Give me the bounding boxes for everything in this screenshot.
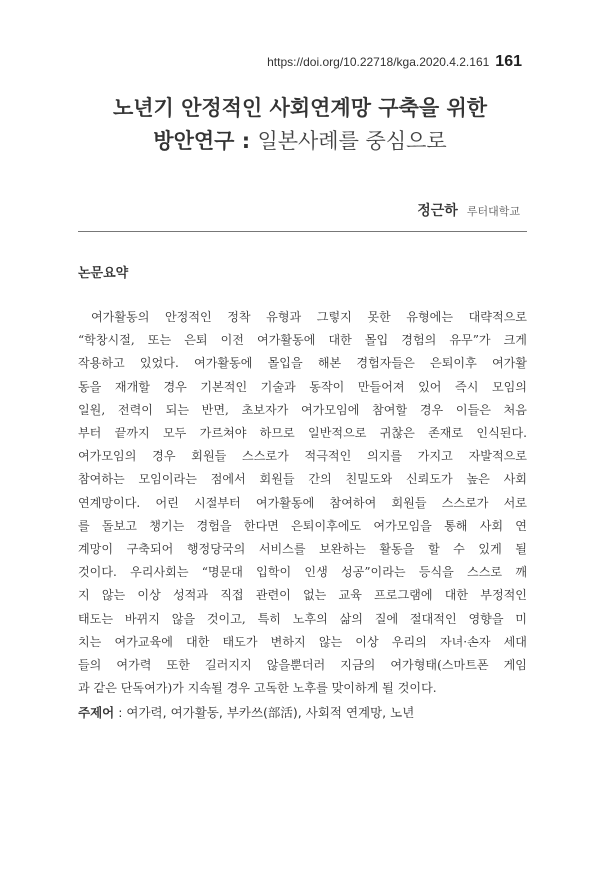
abstract-line: 여가모임의 경우 회원들 스스로가 적극적인 의지를 가지고 자발적으로 — [78, 449, 527, 464]
abstract-line: 지 않는 이상 성적과 직접 관련이 없는 교육 프로그램에 대한 부정적인 — [78, 588, 527, 603]
title-main: 방안연구 : — [153, 129, 258, 153]
abstract-line: “학창시절, 또는 은퇴 이전 여가활동에 대한 몰입 경험의 유무”가 크게 — [78, 333, 527, 348]
abstract-line: 과 같은 단독여가)가 지속될 경우 고독한 노후를 맞이하게 될 것이다. — [78, 681, 437, 696]
abstract-line: 치는 여가교육에 대한 태도가 변하지 않는 이상 우리의 자녀·손자 세대 — [78, 634, 527, 649]
abstract-heading: 논문요약 — [78, 266, 129, 281]
keywords-text: 여가력, 여가활동, 부카쓰(部活), 사회적 연계망, 노년 — [126, 705, 415, 720]
author-affiliation: 루터대학교 — [466, 205, 520, 218]
header-divider — [78, 231, 527, 232]
abstract-line: 동을 재개할 경우 기본적인 기술과 동작이 만들어져 있어 즉시 모임의 — [78, 379, 527, 394]
title-line-2 — [0, 125, 600, 158]
abstract-body — [78, 306, 527, 700]
abstract-line: 를 돌보고 챙기는 경험을 한다면 은퇴이후에도 여가모임을 통해 사회 연 — [78, 518, 527, 533]
title-line-1: 노년기 안정적인 사회연계망 구축을 위한 — [112, 96, 488, 120]
abstract-line: 것이다. 우리사회는 “명문대 입학이 인생 성공”이라는 등식을 스스로 깨 — [78, 565, 527, 580]
keywords — [78, 703, 414, 721]
abstract-line: 작용하고 있었다. 여가활동에 몰입을 해본 경험자들은 은퇴이후 여가활 — [78, 356, 527, 371]
abstract-line: 일원, 전력이 되는 반면, 초보자가 여가모임에 참여할 경우 이들은 처음 — [78, 402, 527, 417]
keywords-separator: : — [114, 705, 127, 720]
title-subtitle: 일본사례를 중심으로 — [257, 129, 447, 153]
abstract-line: 부터 끝까지 모두 가르쳐야 하므로 일반적으로 귀찮은 존재로 인식된다. — [78, 426, 527, 441]
page-number: 161 — [495, 53, 522, 70]
abstract-line: 참여하는 모임이라는 점에서 회원들 간의 친밀도와 신뢰도가 높은 사회 — [78, 472, 527, 487]
keywords-label: 주제어 — [78, 705, 115, 720]
abstract-line: 여가활동의 안정적인 정착 유형과 그렇지 못한 유형에는 대략적으로 — [91, 310, 527, 324]
abstract-line: 연계망이다. 어린 시절부터 여가활동에 참여하여 회원들 스스로가 서로 — [78, 495, 527, 510]
author-block — [417, 200, 520, 220]
abstract-line: 계망이 구축되어 행정당국의 서비스를 보완하는 활동을 할 수 있게 될 — [78, 542, 527, 557]
page-header — [267, 53, 522, 71]
abstract-line: 태도는 바뀌지 않을 것이고, 특히 노후의 삶의 질에 절대적인 영향을 미 — [78, 611, 527, 626]
abstract-line: 들의 여가력 또한 길러지지 않을뿐더러 지금의 여가형태(스마트폰 게임 — [78, 658, 527, 673]
paper-title — [0, 92, 600, 158]
author-name: 정근하 — [417, 203, 458, 219]
doi-link[interactable]: https://doi.org/10.22718/kga.2020.4.2.161 — [267, 55, 490, 69]
